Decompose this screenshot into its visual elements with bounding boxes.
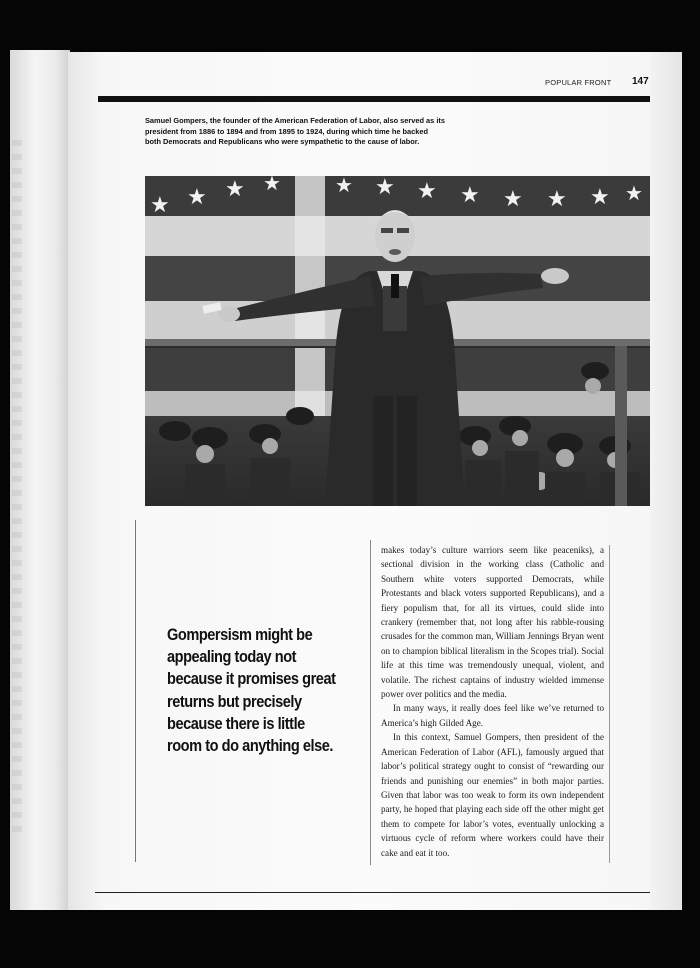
svg-text:★: ★ (625, 181, 643, 205)
top-rule (98, 96, 650, 102)
svg-text:★: ★ (417, 179, 437, 204)
svg-text:★: ★ (225, 177, 245, 202)
page-number: 147 (632, 76, 649, 87)
right-column-rule (609, 545, 610, 863)
left-column-rule (135, 520, 136, 862)
middle-column-rule (370, 540, 371, 865)
right-page-edge (650, 52, 682, 910)
svg-text:★: ★ (503, 187, 523, 212)
pull-quote: Gompersism might be appealing today not because it promises great returns but precisely because there is little room to do anything else. (167, 626, 336, 756)
bottom-rule (95, 892, 650, 893)
running-head: POPULAR FRONT (545, 78, 612, 87)
svg-text:★: ★ (263, 176, 281, 195)
svg-text:★: ★ (187, 185, 207, 210)
svg-text:★: ★ (460, 183, 480, 208)
body-paragraph: In many ways, it really does feel like we’ve returned to America’s high Gilded Age. (381, 703, 604, 728)
photo-caption: Samuel Gompers, the founder of the American Federation of Labor, also served as its president from 1886 to 1894 and from 1895 to 1924, during which time he backed both Democrats and Republicans who were sympathetic to the cause of labor. (145, 116, 445, 147)
svg-text:★: ★ (375, 176, 395, 200)
svg-text:★: ★ (547, 187, 567, 212)
left-page-edge (10, 50, 70, 910)
photo-of-speaker-before-flag (145, 176, 650, 506)
body-text (381, 543, 604, 860)
show-through-text (12, 140, 22, 840)
body-paragraph: In this context, Samuel Gompers, then president of the American Federation of Labor (AFL), famously argued that labor’s political strategy ought to consist of “rewarding our friends and punishing our enemies” in both major parties. Given that labor was too weak to form its own independent party, he hoped that playing each side off the other might get them to compete for labor’s votes, eventually unlocking a virtuous cycle of reform where workers could have their cake and eat it too. (381, 732, 604, 858)
svg-text:★: ★ (590, 185, 610, 210)
svg-text:★: ★ (150, 193, 170, 218)
svg-text:★: ★ (335, 176, 353, 197)
body-paragraph: makes today’s culture warriors seem like peaceniks), a sectional division in the working class (Catholic and Southern white voters supported Democrats, while Protestants and black voters supported Republicans), and a fiery populism that, for all its virtues, could slide into crankery (remember that, not long after his rabble-rousing crusades for the common man, William Jennings Bryan went on to champion biblical literalism in the Scopes trial). Social life at this time was tremendously unequal, violent, and volatile. The richest captains of industry wielded immense power over politics and the media. (381, 545, 604, 700)
